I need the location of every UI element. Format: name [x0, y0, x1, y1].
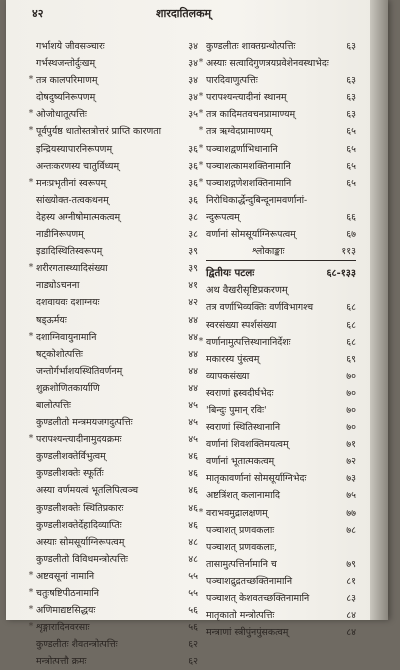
right-bottom-list	[198, 299, 356, 641]
toc-entry-title: षट्कोशोत्पत्तिः	[36, 348, 83, 360]
toc-entry	[206, 522, 356, 539]
toc-entry	[206, 453, 356, 470]
asterisk-icon: *	[28, 177, 34, 188]
toc-entry	[36, 141, 198, 158]
toc-entry-title: पञ्चाशद्गणेशशक्तिनामानि	[206, 177, 292, 189]
toc-entry-page: ६५	[346, 126, 356, 138]
toc-entry-title: तत्र कादिमतवचनप्रामाण्यम्	[206, 109, 296, 121]
toc-entry-page: ४८	[188, 536, 198, 548]
page-number: ४२	[32, 7, 44, 20]
toc-entry-title: बालोत्पत्तिः	[36, 399, 71, 411]
toc-entry	[206, 436, 356, 453]
asterisk-icon: *	[28, 434, 34, 445]
toc-entry	[206, 351, 356, 368]
toc-entry-title: तासामुत्पत्तिर्नामानि च	[206, 558, 277, 570]
book-spine	[370, 0, 388, 620]
toc-entry-title: तत्र ऋग्वेदप्रामाण्यम्	[206, 126, 272, 138]
toc-entry-page: ७९	[346, 558, 356, 570]
toc-entry-title: पञ्चाशत्कामशक्तिनामानि	[206, 160, 291, 172]
toc-entry	[198, 106, 356, 123]
toc-entry-page: ६९	[346, 353, 356, 365]
toc-entry-page: ७०	[346, 422, 356, 434]
toc-entry	[206, 72, 356, 89]
toc-entry-page: ६५	[346, 160, 356, 172]
toc-entry-page: ४१	[188, 280, 198, 292]
toc-entry	[36, 192, 198, 209]
toc-entry	[206, 368, 356, 385]
toc-entry-page: ६३	[346, 109, 356, 121]
toc-entry-title: कुण्डलीतः शाक्तग्रन्थोत्पत्तिः	[206, 41, 296, 52]
toc-entry	[36, 380, 198, 397]
toc-entry-title: नाडीनिरूपणम्	[36, 229, 84, 241]
toc-entry-title: मनःप्रभृतीनां स्वरूपम्	[36, 177, 107, 189]
toc-entry	[36, 294, 198, 311]
toc-entry-page: ७८	[346, 524, 356, 536]
toc-entry-title: कुण्डलीतः शैवतन्त्रोत्पत्तिः	[36, 639, 118, 651]
toc-entry	[36, 653, 198, 670]
toc-entry-title: शुक्रशोणितकार्याणि	[36, 382, 100, 394]
toc-entry-title: चतुःषष्टिपीठनामानि	[36, 588, 100, 599]
toc-entry-page: ५५	[188, 588, 198, 599]
toc-entry	[36, 448, 198, 465]
page-title: शारदातिलकम्	[156, 7, 212, 20]
toc-entry-page: ३४	[188, 92, 198, 104]
toc-entry-page: ८४	[346, 627, 356, 639]
toc-entry	[28, 568, 198, 585]
toc-entry	[206, 38, 356, 55]
toc-entry-page: ५६	[188, 605, 198, 617]
toc-entry-title: पञ्चाशद्रुद्रतच्छक्तिनामानि	[206, 575, 293, 587]
asterisk-icon: *	[198, 143, 204, 154]
toc-entry-title: वराभवमुद्रालक्षणम्	[206, 507, 268, 519]
toc-entry	[206, 607, 356, 624]
toc-entry	[36, 500, 198, 517]
toc-entry	[28, 123, 198, 140]
toc-entry-title: कुण्डलीशक्तेः स्थितिप्रकारः	[36, 502, 124, 514]
toc-entry	[206, 624, 356, 641]
chapter-pages: ६८-१३३	[326, 268, 356, 280]
toc-entry-title: अणिमाद्यष्टसिद्धयः	[36, 605, 96, 617]
toc-entry-page: ६५	[346, 143, 356, 155]
toc-entry-title: इडादिस्थितिस्वरूपम्	[36, 246, 103, 258]
toc-entry-title: पञ्चाशत् केशवतच्छक्तिनामानि	[206, 593, 310, 604]
toc-entry-page: ६२	[188, 639, 198, 651]
toc-entry-title: दशवायवः दशाग्नयः	[36, 297, 100, 309]
toc-entry-page: ६८	[346, 319, 356, 331]
asterisk-icon: *	[198, 58, 204, 69]
toc-entry-title: अष्टत्रिंशत् कलानामादि	[206, 490, 280, 502]
book-page	[6, 0, 388, 668]
section-title: अथ वैखरीसृष्टिप्रकरणम्	[206, 285, 288, 297]
toc-entry	[198, 158, 356, 175]
toc-entry-page: ४४	[188, 365, 198, 377]
toc-entry	[36, 534, 198, 551]
toc-entry-page: ६३	[346, 41, 356, 52]
toc-entry	[28, 619, 198, 636]
toc-entry	[36, 346, 198, 363]
toc-entry	[206, 590, 356, 607]
toc-entry	[36, 226, 198, 243]
toc-entry-page: ३९	[188, 263, 198, 275]
toc-entry	[28, 72, 198, 89]
toc-entry-title: गर्भाशये जीवसञ्चारः	[36, 41, 105, 52]
toc-entry-page: ३८	[188, 229, 198, 241]
asterisk-icon: *	[28, 622, 34, 633]
toc-entry	[28, 585, 198, 602]
toc-entry-title: दोषदुष्यनिरूपणम्	[36, 92, 96, 104]
toc-entry-title: पारदिवाणुत्पत्तिः	[206, 75, 258, 87]
asterisk-icon: *	[28, 75, 34, 86]
toc-entry-page: ७०	[346, 387, 356, 399]
asterisk-icon: *	[28, 109, 34, 120]
toc-entry-page: ३४	[188, 58, 198, 70]
chapter-divider	[206, 260, 356, 261]
toc-entry-page: ४५	[188, 434, 198, 446]
toc-entry	[206, 385, 356, 402]
toc-entry-title: तत्र कालपरिमाणम्	[36, 75, 98, 87]
toc-entry-page: ३६	[188, 143, 198, 155]
toc-entry	[206, 299, 356, 316]
left-column	[28, 38, 198, 670]
asterisk-icon: *	[198, 109, 204, 120]
toc-entry	[206, 243, 356, 260]
toc-entry-page: ४४	[188, 348, 198, 360]
toc-entry-title: अस्या वर्णमयत्वं भूतलिपित्वञ्च	[36, 485, 139, 497]
toc-entry	[36, 277, 198, 294]
toc-entry	[198, 89, 356, 106]
toc-entry-page: ६५	[346, 177, 356, 189]
toc-entry	[206, 470, 356, 487]
toc-entry	[36, 363, 198, 380]
toc-entry-page: ४४	[188, 314, 198, 326]
toc-entry-title: निरोधिकार्द्धेन्दुबिन्दूनामवर्णानां-	[206, 194, 308, 206]
toc-entry-title: पञ्चाशद्वर्णाभिधानानि	[206, 143, 278, 155]
asterisk-icon: *	[28, 331, 34, 342]
toc-entry-page: ५६	[188, 622, 198, 634]
toc-entry-title: स्वराणां स्थितिस्थानानि	[206, 422, 281, 434]
toc-entry	[198, 55, 356, 72]
toc-entry-page: ७१	[346, 439, 356, 451]
toc-entry	[36, 397, 198, 414]
toc-entry-page: ४२	[188, 297, 198, 309]
asterisk-icon: *	[198, 336, 204, 347]
toc-entry	[36, 636, 198, 653]
toc-entry-title: पूर्वपुर्यष्ठ धातोस्तत्रोत्तरं प्राप्ति कारणता	[36, 126, 162, 138]
toc-entry	[36, 465, 198, 482]
toc-entry	[36, 158, 198, 175]
toc-entry-page: ६८	[346, 336, 356, 348]
toc-entry-title: नाड्योऽचनना	[36, 280, 80, 292]
asterisk-icon: *	[198, 507, 204, 518]
toc-entry-page: ४५	[188, 399, 198, 411]
toc-entry-title: शरीरगतास्थ्यादिसंख्या	[36, 263, 108, 275]
toc-entry-page: ४४	[188, 382, 198, 394]
toc-entry	[28, 106, 198, 123]
toc-entry	[198, 334, 356, 351]
toc-entry-page: ६७	[346, 229, 356, 241]
toc-entry-page: ४५	[188, 417, 198, 429]
toc-entry-page: ६३	[346, 75, 356, 87]
toc-entry	[206, 419, 356, 436]
toc-entry	[206, 317, 356, 334]
toc-entry-page: ४६	[188, 451, 198, 463]
toc-entry-page: ५५	[188, 570, 198, 582]
asterisk-icon: *	[28, 126, 34, 137]
toc-entry-page: ३९	[188, 246, 198, 258]
toc-entry-page: ७७	[346, 507, 356, 519]
asterisk-icon: *	[28, 263, 34, 274]
toc-entry-title: मातृकातो मन्त्रोत्पत्तिः	[206, 610, 275, 622]
toc-entry-page: ३६	[188, 177, 198, 189]
toc-entry-title: तत्र वर्णाभिव्यक्तिः वर्णविभागश्च	[206, 302, 314, 314]
toc-entry-page: ७२	[346, 456, 356, 468]
toc-entry	[36, 89, 198, 106]
toc-entry-title: कुण्डलीतो विविधमन्त्रोत्पत्तिः	[36, 553, 128, 565]
toc-entry-page: ६८	[346, 302, 356, 314]
toc-entry-title: वर्णानां शिवशक्तिमयत्वम्	[206, 439, 289, 451]
chapter-title: द्वितीयः पटलः	[206, 267, 255, 280]
toc-entry-page: ८३	[346, 593, 356, 604]
toc-entry-title: मन्त्रोत्पत्तौ क्रमः	[36, 656, 87, 668]
toc-entry	[198, 175, 356, 192]
toc-entry-page: ३६	[188, 194, 198, 206]
toc-entry-title: कुण्डलीतो मन्त्रमयजगदुत्पत्तिः	[36, 417, 133, 429]
toc-entry-title: परापश्यन्त्यादीनामुदयक्रमः	[36, 434, 122, 446]
right-column	[198, 38, 356, 641]
toc-entry-page: ४८	[188, 553, 198, 565]
toc-entry	[206, 556, 356, 573]
asterisk-icon: *	[28, 605, 34, 616]
toc-entry-page: ७०	[346, 370, 356, 382]
toc-entry-title: श्लोकाङ्काः	[252, 246, 285, 258]
toc-entry-title: गर्भस्थजन्तोर्दुःखम्	[36, 58, 96, 70]
toc-entry-page: ७०	[346, 404, 356, 416]
toc-entry-title: मन्त्राणां स्त्रीपुंनपुंसकत्वम्	[206, 627, 289, 639]
toc-entry-title: मातृकावर्णानां सोमसूर्याग्निभेदः	[206, 473, 307, 485]
toc-entry-title: ओजोधातूत्पत्तिः	[36, 109, 87, 121]
toc-entry	[36, 243, 198, 260]
toc-entry-page: ३६	[188, 160, 198, 172]
toc-entry	[36, 312, 198, 329]
toc-entry-title: शृङ्गारादिनवरसाः	[36, 622, 90, 634]
asterisk-icon: *	[198, 177, 204, 188]
asterisk-icon: *	[28, 588, 34, 598]
toc-entry-title: वर्णानां सोमसूर्याग्निरूपत्वम्	[206, 229, 296, 241]
toc-entry-page: ३५	[188, 109, 198, 121]
toc-entry-title: देहस्य अग्नीषोमात्मकत्वम्	[36, 211, 121, 223]
toc-entry-page: ४६	[188, 485, 198, 497]
toc-entry	[36, 517, 198, 534]
toc-entry-page: ६६	[346, 211, 356, 223]
toc-entry-page: ४६	[188, 519, 198, 531]
toc-entry	[206, 209, 356, 226]
toc-entry-title: न्दुरूपत्वम्	[206, 211, 240, 223]
toc-entry-title: अस्याः सोमसूर्याग्निरूपत्वम्	[36, 536, 125, 548]
toc-entry-title: कुण्डलीशक्तेर्देहादिव्याप्तिः	[36, 519, 122, 531]
toc-entry-title: स्वराणां ह्रस्वदीर्घभेदः	[206, 387, 274, 399]
toc-entry	[206, 487, 356, 504]
toc-entry-page: ८१	[346, 575, 356, 587]
toc-entry-page: ८४	[346, 610, 356, 622]
asterisk-icon: *	[198, 126, 204, 137]
asterisk-icon: *	[198, 160, 204, 171]
toc-entry	[206, 573, 356, 590]
toc-entry-page: ७३	[346, 473, 356, 485]
toc-entry	[206, 539, 356, 556]
toc-entry	[28, 175, 198, 192]
toc-entry	[36, 551, 198, 568]
toc-entry	[36, 38, 198, 55]
toc-entry-title: इन्द्रियस्यापारनिरूपणम्	[36, 143, 113, 155]
toc-entry-title: कुण्डलीशक्तेर्विभुत्वम्	[36, 451, 106, 463]
toc-entry-title: परापश्यन्त्यादीनां स्थानम्	[206, 92, 287, 104]
toc-entry-title: दशाग्निवायुनामानि	[36, 331, 97, 343]
toc-entry-title: 'बिन्दुः पुमान् रविः'	[206, 404, 267, 416]
toc-entry-title: व्यापकसंख्या	[206, 370, 250, 382]
toc-entry-title: पञ्चाशत् प्रणवकलाः	[206, 524, 275, 536]
right-top-list	[198, 38, 356, 260]
toc-entry	[198, 141, 356, 158]
toc-entry-title: कुण्डलीशक्तेः स्फूर्तिः	[36, 468, 104, 480]
toc-entry-page: ३४	[188, 41, 198, 52]
toc-entry-page: ३४	[188, 75, 198, 87]
toc-entry	[28, 329, 198, 346]
asterisk-icon: *	[28, 570, 34, 581]
toc-entry	[28, 602, 198, 619]
chapter-heading	[206, 265, 356, 282]
toc-entry	[198, 505, 356, 522]
toc-entry	[206, 402, 356, 419]
toc-entry-page: ११३	[341, 246, 356, 258]
toc-entry-title: सांख्योक्त-तत्वकथनम्	[36, 194, 109, 206]
toc-entry-page: ४६	[188, 502, 198, 514]
toc-entry-title: अन्तःकरणस्य चातुर्विध्यम्	[36, 160, 120, 172]
toc-entry	[28, 431, 198, 448]
toc-entry-title: अष्टवसूनां नामानि	[36, 570, 95, 582]
toc-entry	[36, 414, 198, 431]
toc-entry	[198, 123, 356, 140]
toc-entry-title: जन्तोर्गर्भाशयस्थितिवर्णनम्	[36, 365, 123, 377]
toc-entry	[36, 55, 198, 72]
toc-entry	[206, 192, 356, 209]
toc-entry-page: ४४	[188, 331, 198, 343]
toc-entry-page: ४६	[188, 468, 198, 480]
toc-entry	[36, 209, 198, 226]
toc-entry-page: ७५	[346, 490, 356, 502]
toc-entry-title: मकारस्य पुंस्त्वम्	[206, 353, 260, 365]
toc-entry-title: षड्ऊर्मयः	[36, 314, 67, 326]
asterisk-icon: *	[198, 92, 204, 103]
toc-entry-page: ३८	[188, 211, 198, 223]
toc-entry-title: स्वरसंख्या स्पर्शसंख्या	[206, 319, 277, 331]
toc-entry-page: ६३	[346, 92, 356, 104]
toc-entry-title: अस्याः सत्वादिगुणत्रयप्रवेशेनवस्थाभेदः	[206, 58, 329, 70]
toc-entry-title: वर्णानामुत्पत्तिस्थानानिर्देशः	[206, 336, 291, 348]
toc-entry	[206, 226, 356, 243]
toc-entry-title: पञ्चाशत् प्रणवकलाः,	[206, 541, 278, 553]
toc-entry-title: वर्णानां भूतात्मकत्वम्	[206, 456, 275, 468]
section-heading	[206, 282, 356, 299]
toc-entry	[28, 260, 198, 277]
toc-entry	[36, 482, 198, 499]
toc-entry-page: ६२	[188, 656, 198, 668]
